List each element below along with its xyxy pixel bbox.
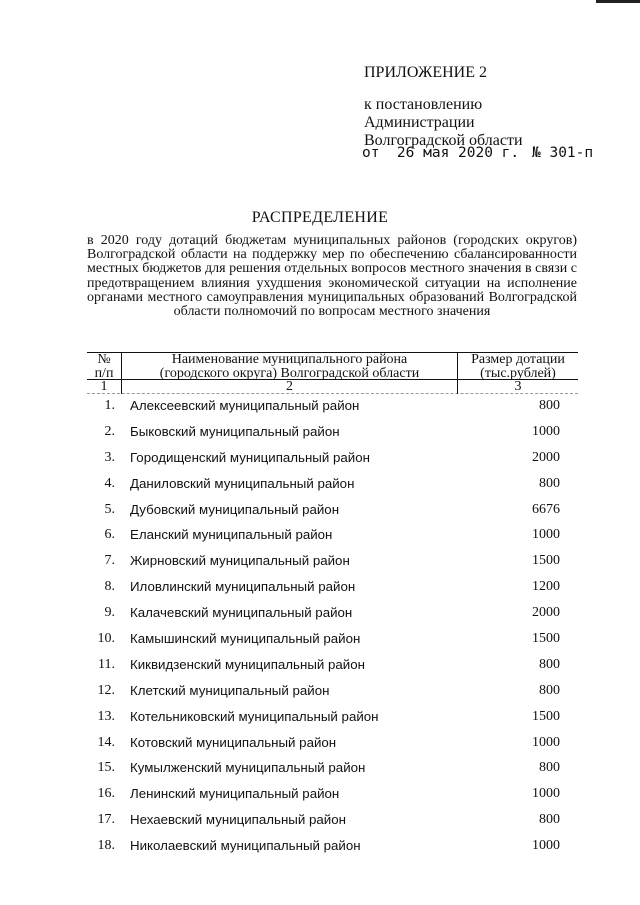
table-row: [87, 626, 578, 652]
district-name: Даниловский муниципальный район: [130, 475, 355, 491]
district-name: Иловлинский муниципальный район: [130, 579, 356, 595]
corner-mark: [596, 0, 640, 3]
appendix-title: ПРИЛОЖЕНИЕ 2: [364, 64, 488, 81]
district-name: Городищенский муниципальный район: [130, 449, 370, 465]
district-name: Алексеевский муниципальный район: [130, 398, 360, 413]
row-number: 4.: [104, 475, 115, 491]
document-subtitle: в 2020 году дотаций бюджетам муниципальных районов (городских округов) Волгоградской области на поддержку мер по обеспечению сбалансированности местных бюджетов для решения отдельных вопросов местного значения в связи с предотвращением влияния ухудшения экономической ситуации на исполнение органами местного самоуправления муниципальных образований Волгоградской области полномочий по вопросам местного значения: [87, 233, 577, 320]
district-name: Котельниковский муниципальный район: [130, 708, 379, 724]
district-name: Киквидзенский муниципальный район: [130, 656, 365, 672]
header-col-name-line2: (городского округа) Волгоградской области: [159, 366, 420, 381]
row-number: 1.: [104, 398, 115, 413]
appendix-line-3: Волгоградской области: [364, 132, 523, 149]
row-number: 13.: [97, 708, 115, 724]
subsidy-amount: 1500: [532, 708, 560, 724]
row-number: 6.: [104, 527, 115, 543]
district-name: Камышинский муниципальный район: [130, 631, 361, 647]
row-number: 16.: [97, 786, 115, 802]
subsidy-amount: 800: [539, 812, 560, 828]
appendix-line-2: Администрации: [364, 114, 475, 131]
table-row: [87, 548, 578, 574]
header-col-amount-line2: (тыс.рублей): [480, 366, 556, 381]
subsidy-amount: 1000: [532, 734, 560, 750]
row-number: 10.: [97, 631, 115, 647]
row-number: 9.: [104, 605, 115, 621]
subsidy-amount: 800: [539, 398, 560, 413]
district-name: Еланский муниципальный район: [130, 527, 333, 543]
subsidy-amount: 800: [539, 682, 560, 698]
table-header: [87, 352, 578, 396]
header-col-number-line1: №: [97, 352, 111, 367]
table-row: [87, 393, 578, 419]
table-row: [87, 704, 578, 730]
row-number: 8.: [104, 579, 115, 595]
row-number: 18.: [97, 838, 115, 854]
row-number: 12.: [97, 682, 115, 698]
subsidy-amount: 6676: [532, 501, 560, 517]
district-name: Николаевский муниципальный район: [130, 838, 361, 854]
header-col-number: [87, 353, 121, 381]
header-col-name: [122, 353, 457, 381]
table-row: [87, 678, 578, 704]
table-row: [87, 574, 578, 600]
decree-date-line: [362, 145, 594, 161]
subsidy-amount: 2000: [532, 449, 560, 465]
subsidy-amount: 800: [539, 475, 560, 491]
appendix-line-1: к постановлению: [364, 96, 483, 113]
subsidy-amount: 1000: [532, 786, 560, 802]
row-number: 11.: [98, 656, 115, 672]
document-heading: РАСПРЕДЕЛЕНИЕ: [251, 209, 389, 226]
subsidy-amount: 1500: [532, 553, 560, 569]
district-name: Калачевский муниципальный район: [130, 605, 353, 621]
header-col-number-line2: п/п: [94, 366, 114, 381]
header-col-amount-line1: Размер дотации: [471, 352, 565, 367]
header-col-index-3: 3: [514, 379, 522, 394]
subsidy-amount: 1000: [532, 423, 560, 439]
row-number: 7.: [104, 553, 115, 569]
subsidy-amount: 1000: [532, 838, 560, 854]
table-row: [87, 600, 578, 626]
header-col-amount: [458, 353, 578, 381]
table-row: [87, 497, 578, 523]
subsidy-amount: 800: [539, 760, 560, 776]
district-name: Котовский муниципальный район: [130, 734, 337, 750]
table-row: [87, 471, 578, 497]
row-number: 2.: [104, 423, 115, 439]
subsidy-amount: 800: [539, 656, 560, 672]
table-row: [87, 445, 578, 471]
district-name: Нехаевский муниципальный район: [130, 812, 346, 828]
district-name: Жирновский муниципальный район: [130, 553, 350, 569]
district-name: Дубовский муниципальный район: [130, 501, 340, 517]
header-col-index-1: 1: [100, 379, 108, 394]
table-row: [87, 781, 578, 807]
row-number: 14.: [97, 734, 115, 750]
table-row: [87, 419, 578, 445]
header-col-name-line1: Наименование муниципального района: [171, 352, 408, 367]
table-row: [87, 522, 578, 548]
decree-number: № 301-п: [532, 145, 594, 161]
subsidy-amount: 1200: [532, 579, 560, 595]
subsidy-amount: 1000: [532, 527, 560, 543]
subsidy-amount: 1500: [532, 631, 560, 647]
table-row: [87, 833, 578, 859]
decree-date: от 26 мая 2020 г.: [362, 145, 520, 161]
district-name: Клетский муниципальный район: [130, 682, 330, 698]
table-row: [87, 652, 578, 678]
table-row: [87, 755, 578, 781]
district-name: Быковский муниципальный район: [130, 423, 340, 439]
district-name: Ленинский муниципальный район: [130, 786, 340, 802]
row-number: 17.: [97, 812, 115, 828]
appendix-block: [364, 64, 523, 150]
row-number: 5.: [104, 501, 115, 517]
table-row: [87, 730, 578, 756]
subsidy-amount: 2000: [532, 605, 560, 621]
table-row: [87, 807, 578, 833]
header-col-index-2: 2: [286, 379, 293, 394]
table-body: [87, 393, 578, 859]
district-name: Кумылженский муниципальный район: [130, 760, 366, 776]
row-number: 3.: [104, 449, 115, 465]
row-number: 15.: [97, 760, 115, 776]
